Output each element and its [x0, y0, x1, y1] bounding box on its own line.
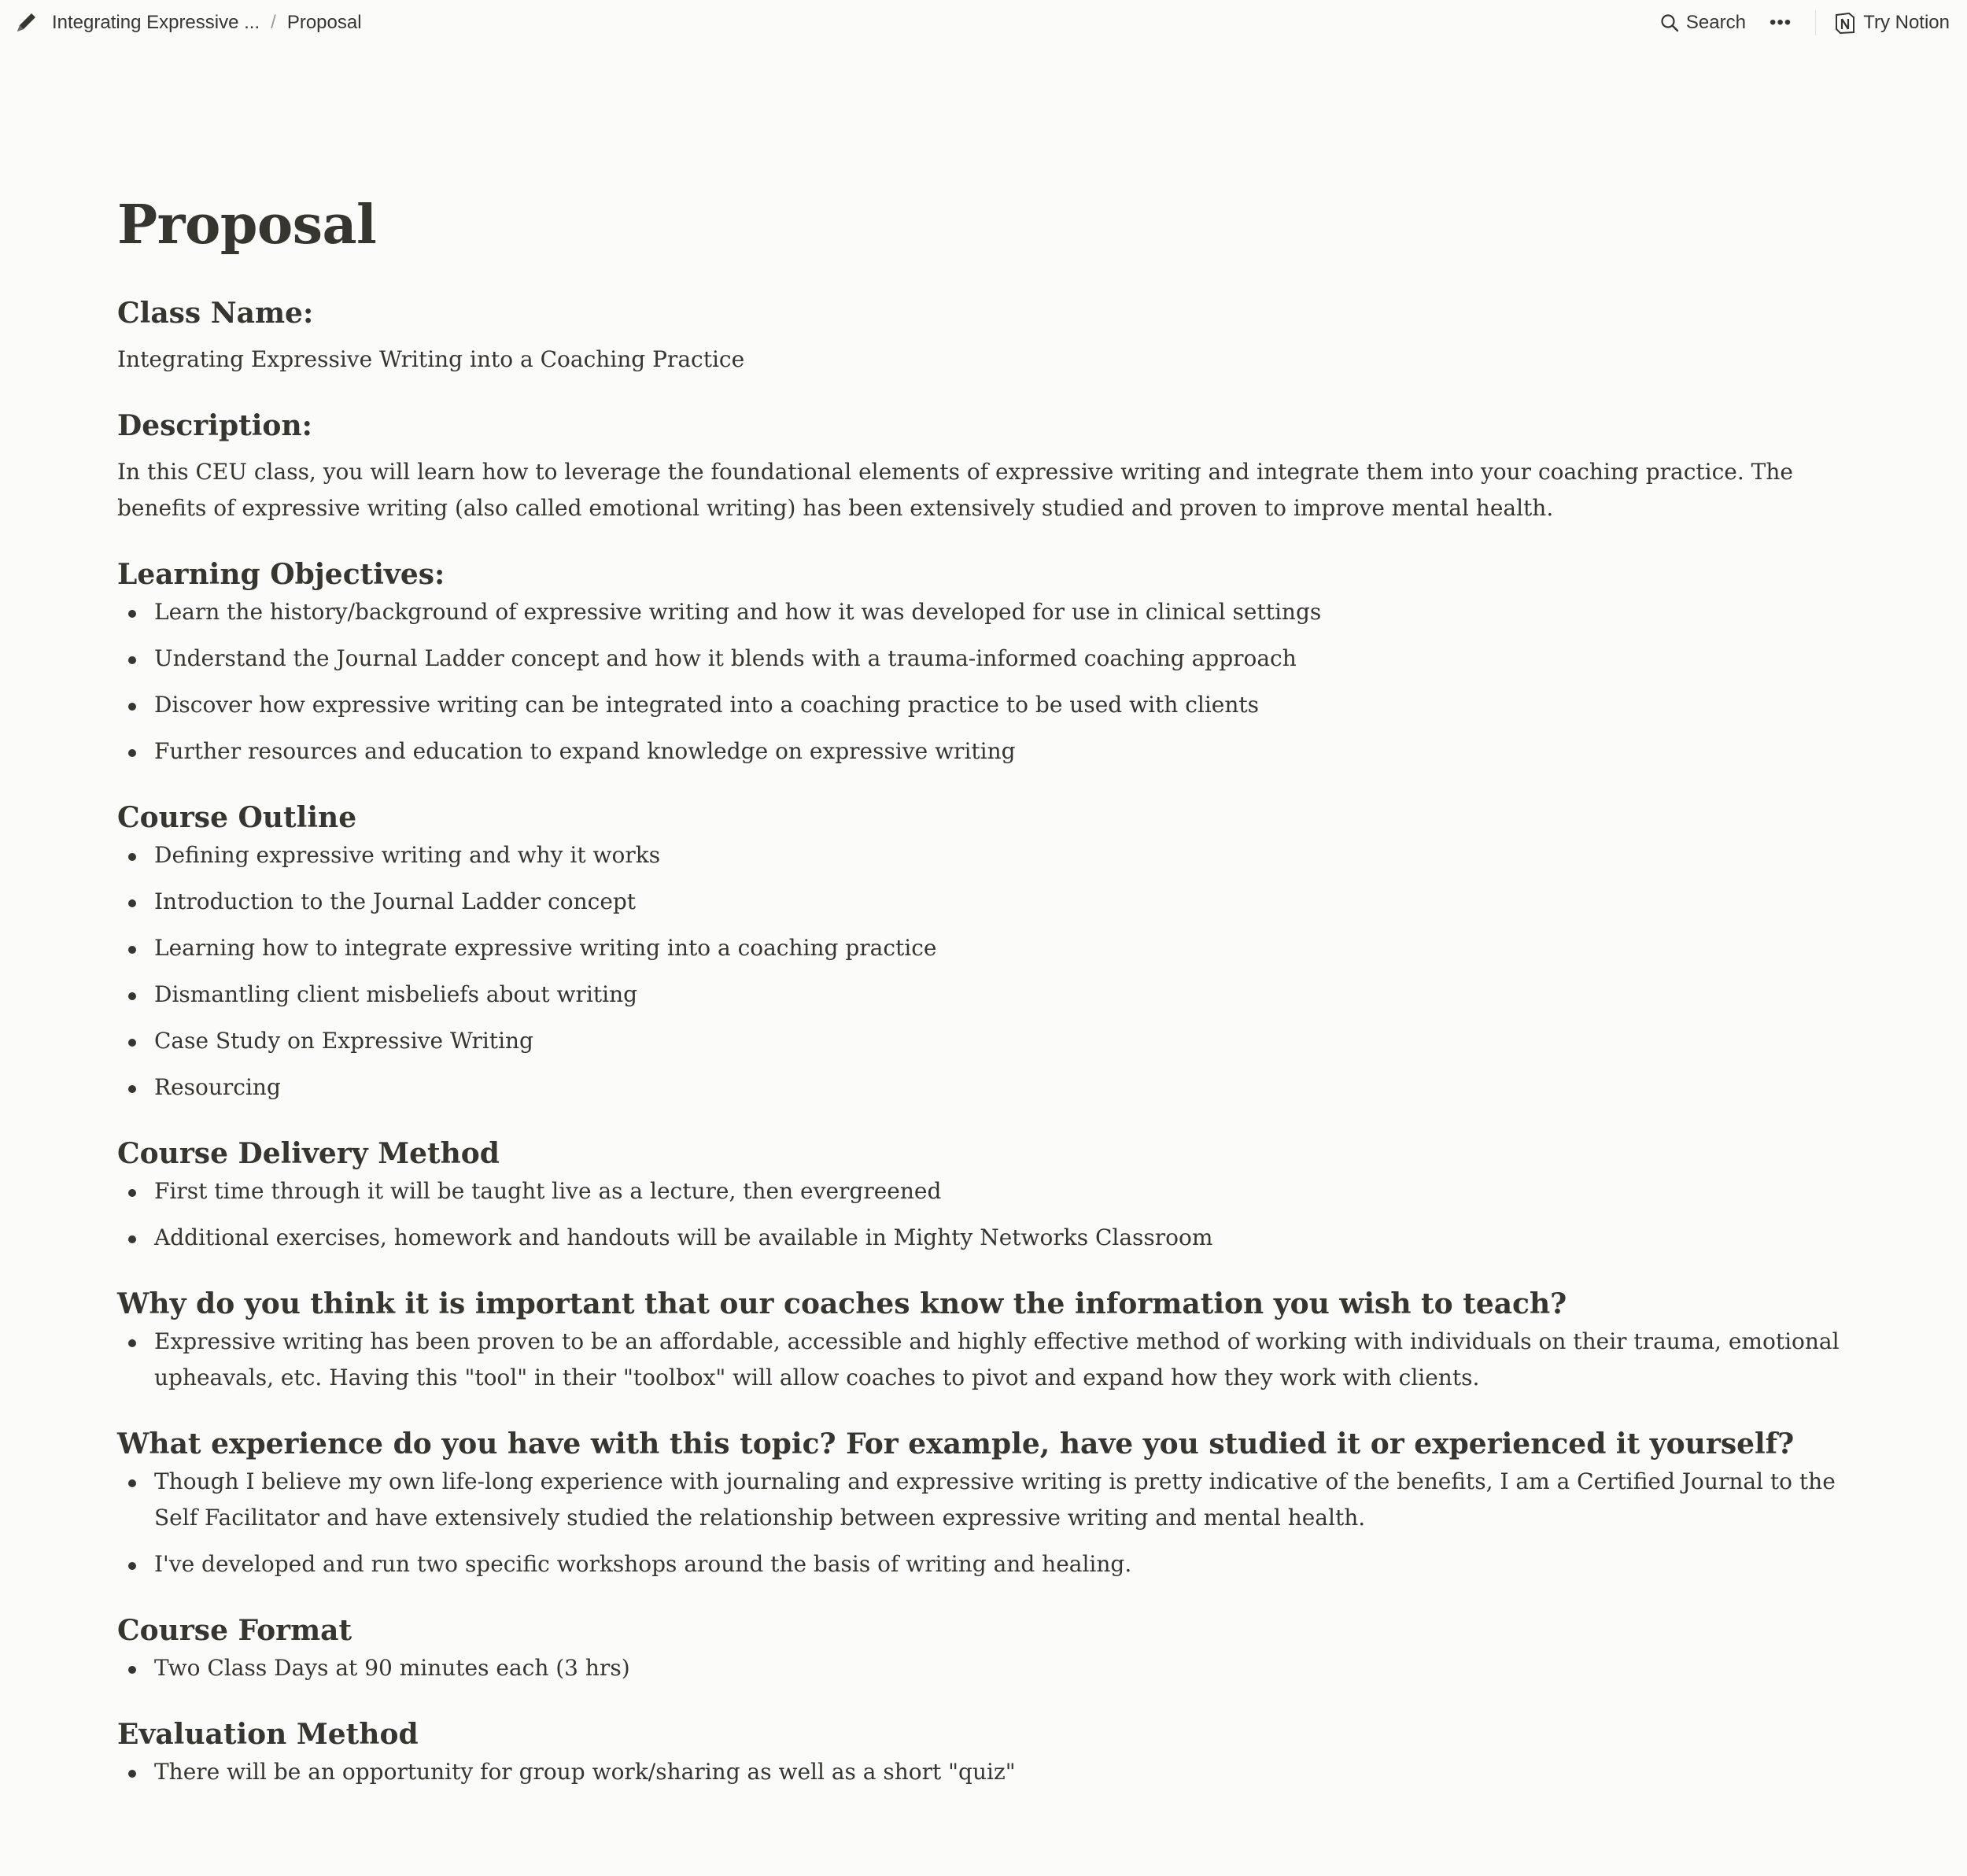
heading-class-name[interactable]: Class Name: — [117, 297, 314, 330]
heading-evaluation-method[interactable]: Evaluation Method — [117, 1718, 419, 1751]
list-item-text: Dismantling client misbeliefs about writing — [154, 981, 638, 1007]
list-item[interactable] — [117, 1650, 1848, 1686]
experience-list — [117, 1464, 1848, 1582]
bullet-icon — [128, 1039, 136, 1047]
list-item[interactable] — [117, 641, 1848, 677]
try-notion-button[interactable] — [1827, 8, 1956, 38]
bullet-icon — [128, 1189, 136, 1197]
heading-course-outline[interactable]: Course Outline — [117, 801, 357, 834]
list-item-text: Learning how to integrate expressive writing into a coaching practice — [154, 935, 937, 961]
breadcrumb — [13, 0, 367, 46]
bullet-icon — [128, 1479, 136, 1487]
heading-description[interactable]: Description: — [117, 409, 312, 442]
class-name-text[interactable]: Integrating Expressive Writing into a Coaching Practice — [117, 346, 745, 372]
list-item[interactable] — [117, 1023, 1848, 1059]
heading-course-delivery[interactable]: Course Delivery Method — [117, 1137, 500, 1170]
list-item-text: Two Class Days at 90 minutes each (3 hrs) — [154, 1655, 630, 1681]
list-item[interactable] — [117, 594, 1848, 630]
learning-objectives-list — [117, 594, 1848, 770]
list-item-text: Additional exercises, homework and handouts will be available in Mighty Networks Classroom — [154, 1224, 1213, 1250]
description-text[interactable]: In this CEU class, you will learn how to leverage the foundational elements of expressive writing and integrate them into your coaching practice. The benefits of expressive writing (also called emotional writing) has been extensively studied and proven to improve mental health. — [117, 459, 1793, 521]
bullet-icon — [128, 853, 136, 861]
why-important-list — [117, 1324, 1848, 1396]
course-format-list — [117, 1650, 1848, 1686]
heading-course-format[interactable]: Course Format — [117, 1614, 352, 1647]
list-item-text: Further resources and education to expand knowledge on expressive writing — [154, 738, 1016, 764]
bullet-icon — [128, 992, 136, 1000]
heading-why-important[interactable]: Why do you think it is important that our coaches know the information you wish to teach? — [117, 1287, 1567, 1320]
bullet-icon — [128, 703, 136, 711]
list-item[interactable] — [117, 1173, 1848, 1209]
page-content — [117, 294, 1848, 1790]
list-item-text: There will be an opportunity for group work/sharing as well as a short "quiz" — [154, 1759, 1016, 1785]
list-item[interactable] — [117, 733, 1848, 770]
evaluation-list — [117, 1754, 1848, 1790]
list-item[interactable] — [117, 977, 1848, 1013]
search-icon — [1659, 13, 1680, 33]
bullet-icon — [128, 1562, 136, 1570]
list-item[interactable] — [117, 1069, 1848, 1106]
bullet-icon — [128, 610, 136, 618]
bullet-icon — [128, 1339, 136, 1347]
breadcrumb-current[interactable]: Proposal — [286, 12, 362, 33]
heading-learning-objectives[interactable]: Learning Objectives: — [117, 558, 445, 591]
list-item-text: Resourcing — [154, 1074, 281, 1100]
list-item-text: First time through it will be taught live as a lecture, then evergreened — [154, 1178, 942, 1204]
list-item-text: Case Study on Expressive Writing — [154, 1028, 533, 1054]
topbar-divider — [1815, 10, 1816, 35]
list-item-text: Expressive writing has been proven to be an affordable, accessible and highly effective method of working with individuals on their trauma, emotional upheavals, etc. Having this "tool" in their "toolbox" will allow coaches to pivot and expand how they work with clients. — [154, 1328, 1840, 1390]
notion-logo-icon — [1833, 11, 1857, 35]
heading-experience[interactable]: What experience do you have with this topic? For example, have you studied it or experienced it yourself? — [117, 1427, 1795, 1461]
list-item[interactable] — [117, 1324, 1848, 1396]
breadcrumb-parent[interactable]: Integrating Expressive ... — [52, 12, 260, 33]
list-item[interactable] — [117, 930, 1848, 966]
bullet-icon — [128, 749, 136, 757]
search-label: Search — [1685, 12, 1746, 33]
try-notion-label: Try Notion — [1863, 12, 1950, 33]
bullet-icon — [128, 946, 136, 954]
list-item-text: Introduction to the Journal Ladder concept — [154, 888, 637, 914]
bullet-icon — [128, 1085, 136, 1093]
list-item[interactable] — [117, 1464, 1848, 1536]
course-delivery-list — [117, 1173, 1848, 1256]
search-button[interactable] — [1653, 9, 1752, 37]
top-bar — [0, 0, 1967, 46]
more-options-button[interactable] — [1763, 9, 1798, 37]
page-title[interactable]: Proposal — [117, 194, 377, 257]
list-item[interactable] — [117, 884, 1848, 920]
list-item[interactable] — [117, 1220, 1848, 1256]
list-item-text: Understand the Journal Ladder concept and how it blends with a trauma-informed coaching approach — [154, 645, 1297, 671]
pen-icon — [13, 9, 39, 36]
bullet-icon — [128, 899, 136, 907]
list-item-text: I've developed and run two specific workshops around the basis of writing and healing. — [154, 1551, 1132, 1577]
list-item-text: Defining expressive writing and why it works — [154, 842, 661, 868]
list-item[interactable] — [117, 1754, 1848, 1790]
bullet-icon — [128, 1235, 136, 1243]
list-item[interactable] — [117, 687, 1848, 723]
list-item-text: Learn the history/background of expressive writing and how it was developed for use in clinical settings — [154, 599, 1322, 625]
bullet-icon — [128, 1770, 136, 1778]
course-outline-list — [117, 837, 1848, 1106]
more-icon: ••• — [1769, 12, 1792, 33]
list-item-text: Though I believe my own life-long experience with journaling and expressive writing is pretty indicative of the benefits, I am a Certified Journal to the Self Facilitator and have extensively studied the relationship between expressive writing and mental health. — [154, 1468, 1836, 1531]
bullet-icon — [128, 656, 136, 664]
list-item[interactable] — [117, 837, 1848, 873]
topbar-actions — [1653, 0, 1956, 46]
breadcrumb-separator: / — [271, 12, 276, 33]
list-item-text: Discover how expressive writing can be integrated into a coaching practice to be used with clients — [154, 692, 1260, 718]
list-item[interactable] — [117, 1546, 1848, 1582]
bullet-icon — [128, 1666, 136, 1674]
